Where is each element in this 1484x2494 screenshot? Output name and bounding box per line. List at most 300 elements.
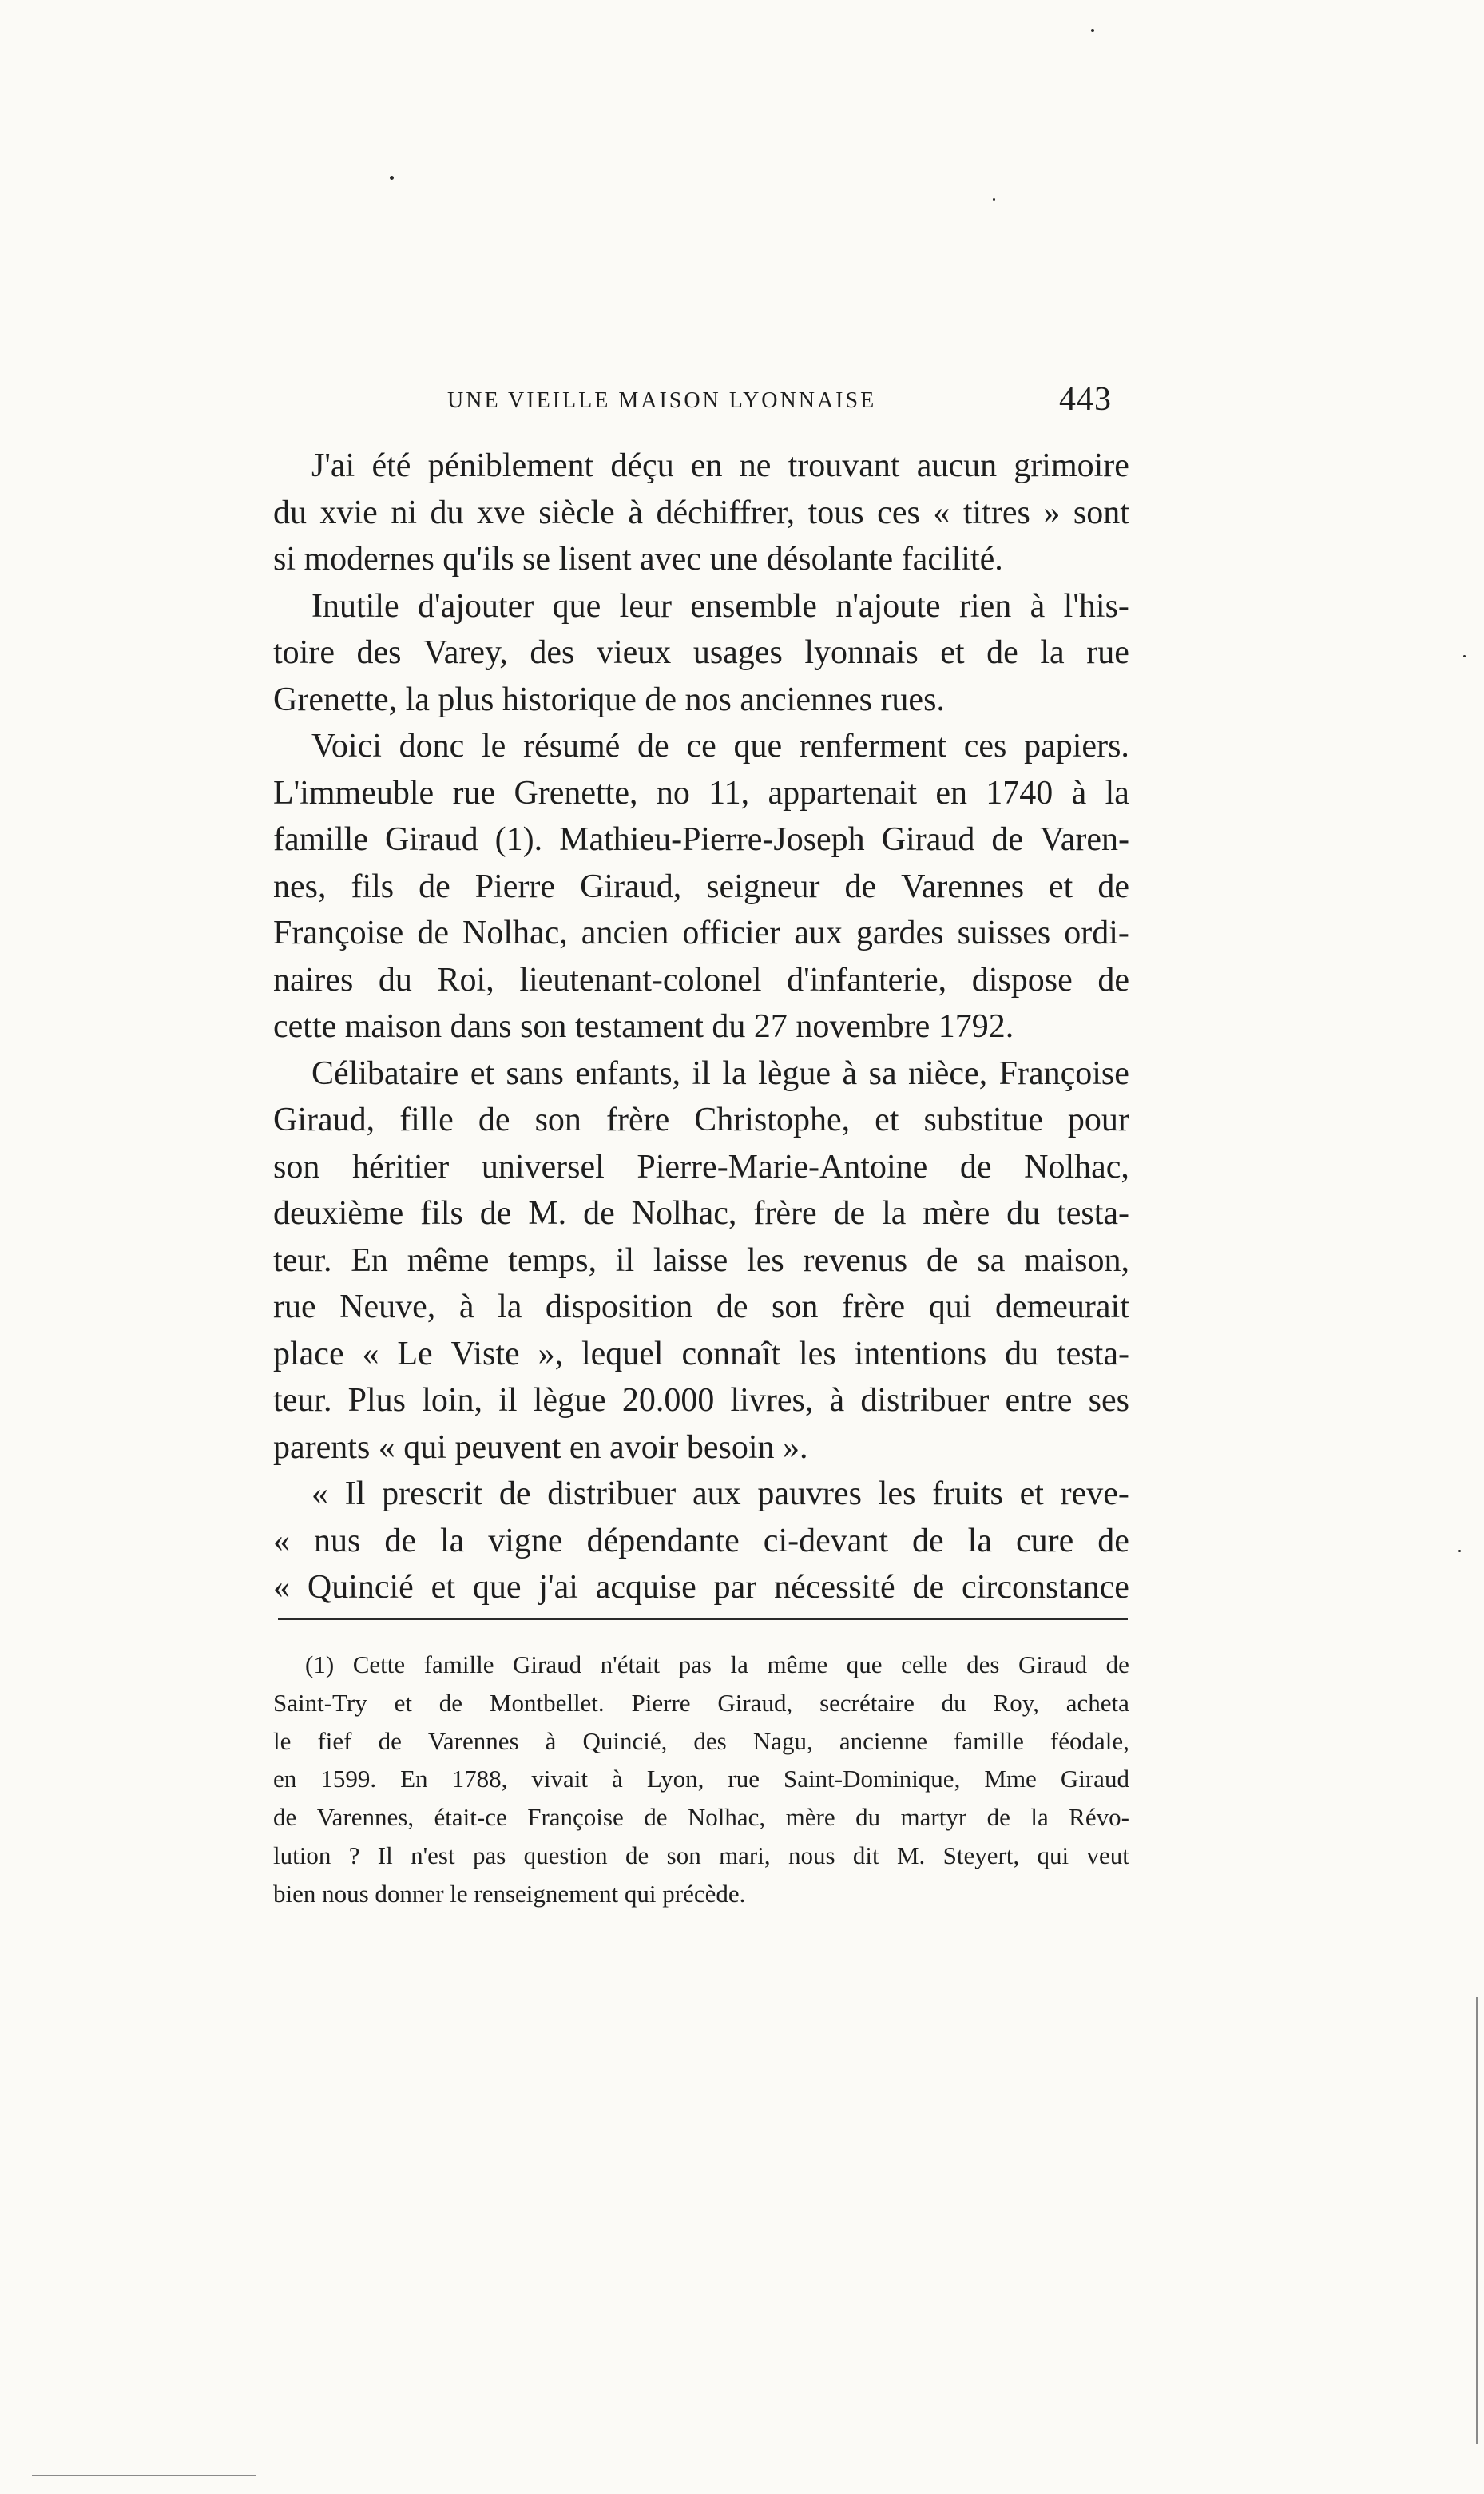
word: Varennes <box>427 1726 519 1755</box>
word: Nolhac, <box>631 1195 737 1232</box>
word: d'ajouter <box>418 587 534 625</box>
word: « <box>362 1335 379 1372</box>
word: Montbellet. <box>489 1688 605 1717</box>
word: pour <box>1067 1102 1129 1138</box>
text-line: Grenette, la plus historique de nos anciennes rues. <box>273 681 945 718</box>
word: Plus <box>347 1382 407 1419</box>
word: rue <box>452 774 496 812</box>
footnote-separator <box>278 1618 1128 1620</box>
word: distribuer <box>860 1382 990 1419</box>
word: nous <box>788 1841 835 1869</box>
word: secrétaire <box>819 1688 915 1717</box>
word: des <box>530 634 575 671</box>
word: deuxième <box>273 1195 404 1232</box>
word: de <box>912 1522 944 1559</box>
word: 1599. <box>320 1765 377 1793</box>
word: nus <box>313 1522 361 1559</box>
scan-speck <box>1458 1550 1461 1552</box>
word: grimoire <box>1014 447 1129 484</box>
word: en <box>690 447 723 484</box>
word: l'his- <box>1063 587 1129 625</box>
word: Françoise <box>273 915 404 951</box>
word: ses <box>1088 1382 1129 1419</box>
word: pas <box>472 1841 506 1869</box>
text-line <box>273 1518 1129 1565</box>
word: renferment <box>799 728 947 764</box>
word: » <box>1043 494 1061 531</box>
word: ne <box>739 447 772 484</box>
word: acheta <box>1065 1688 1129 1717</box>
word: mère <box>923 1195 990 1232</box>
word: Grenette, <box>514 774 638 812</box>
word: fief <box>317 1726 352 1755</box>
word: ces <box>963 728 1007 764</box>
word: teur. <box>273 1241 332 1279</box>
word: son <box>666 1841 701 1869</box>
word: Françoise <box>998 1054 1129 1092</box>
word: mère <box>785 1803 835 1832</box>
text-line <box>273 1284 1129 1331</box>
word: 1788, <box>451 1765 508 1793</box>
word: M. <box>896 1841 926 1869</box>
word: par <box>713 1569 757 1606</box>
word: nes, <box>273 868 327 905</box>
word: Lyon, <box>646 1765 704 1793</box>
word: intentions <box>854 1335 987 1372</box>
word: à <box>458 1289 474 1325</box>
scan-speck <box>1463 655 1466 657</box>
word: titres <box>962 494 1030 531</box>
word: Saint-Try <box>273 1688 367 1717</box>
word: Varey, <box>423 634 508 671</box>
word: Steyert, <box>942 1841 1020 1869</box>
word: et <box>470 1054 495 1092</box>
word: que <box>733 728 783 764</box>
word: (1). <box>494 821 543 858</box>
text-line <box>273 1377 1129 1424</box>
word: veut <box>1086 1841 1129 1869</box>
word: rien <box>958 587 1012 625</box>
word: les <box>799 1335 836 1372</box>
scan-edge-mark <box>1476 1997 1478 2444</box>
word: disposition <box>545 1289 693 1325</box>
word: en <box>273 1765 297 1793</box>
text-line: parents « qui peuvent en avoir besoin ». <box>273 1428 808 1466</box>
word: nièce, <box>908 1054 988 1092</box>
word: testa- <box>1057 1335 1129 1372</box>
word: et <box>431 1569 455 1606</box>
word: appartenait <box>768 774 917 812</box>
word: Mme <box>984 1765 1037 1793</box>
scan-speck <box>390 176 394 180</box>
word: ci-devant <box>763 1522 889 1559</box>
word: du <box>1005 1335 1039 1372</box>
word: en <box>935 774 967 812</box>
word: », <box>538 1335 564 1372</box>
word: des <box>966 1650 1000 1678</box>
word: la <box>722 1054 747 1092</box>
word: famille <box>423 1650 494 1678</box>
text-line <box>273 864 1129 911</box>
word: des <box>356 634 402 671</box>
word: de <box>498 1475 531 1512</box>
word: de <box>912 1569 945 1606</box>
word: testa- <box>1057 1195 1129 1232</box>
word: frère <box>753 1195 817 1232</box>
word: et <box>394 1688 412 1717</box>
word: la <box>498 1289 522 1325</box>
text-line <box>273 1564 1129 1611</box>
word: à <box>545 1726 557 1755</box>
word: famille <box>273 821 368 858</box>
word: Quincié, <box>582 1726 668 1755</box>
word: de <box>479 1195 512 1232</box>
text-line <box>273 816 1129 864</box>
text-line: bien nous donner le renseignement qui précède. <box>273 1879 746 1908</box>
word: Roi, <box>437 961 494 999</box>
word: lieutenant-colonel <box>519 961 762 999</box>
word: Cette <box>352 1650 406 1678</box>
text-line <box>273 1097 1129 1144</box>
word: rue <box>1086 634 1129 671</box>
word: dépendante <box>586 1522 740 1559</box>
text-line <box>273 1050 1129 1098</box>
text-line <box>273 770 1129 817</box>
word: Il <box>377 1841 393 1869</box>
word: lègue <box>758 1054 831 1092</box>
word: la <box>1105 774 1129 812</box>
word: vieux <box>596 634 672 671</box>
word: Françoise <box>527 1803 624 1832</box>
word: à <box>628 494 643 531</box>
word: de <box>583 1195 615 1232</box>
word: été <box>371 447 411 484</box>
text-line <box>273 1190 1129 1237</box>
word: ancien <box>581 915 669 951</box>
word: déçu <box>610 447 674 484</box>
word: du <box>855 1803 881 1832</box>
text-line <box>273 1331 1129 1378</box>
word: la <box>439 1522 465 1559</box>
word: et <box>940 634 965 671</box>
word: fils <box>351 868 395 905</box>
word: était-ce <box>434 1803 507 1832</box>
word: ensemble <box>690 587 817 625</box>
page-header <box>447 380 1112 428</box>
word: Roy, <box>993 1688 1039 1717</box>
word: de <box>716 1289 748 1325</box>
word: son <box>772 1289 819 1325</box>
word: Varennes, <box>316 1803 415 1832</box>
word: dispose <box>971 961 1073 999</box>
word: « <box>311 1475 328 1512</box>
word: de <box>419 868 450 905</box>
word: revenus <box>803 1241 908 1279</box>
word: mari, <box>719 1841 771 1869</box>
word: et <box>875 1102 899 1138</box>
word: Nolhac, <box>1024 1148 1129 1185</box>
word: de <box>478 1102 510 1138</box>
main-text <box>273 443 1129 1611</box>
word: Quincié <box>307 1569 414 1606</box>
word: entre <box>1005 1382 1073 1419</box>
word: Inutile <box>311 587 399 625</box>
word: Nagu, <box>752 1726 813 1755</box>
word: papiers. <box>1024 728 1129 764</box>
word: officier <box>682 915 781 951</box>
word: Giraud, <box>580 868 682 905</box>
word: lyonnais <box>804 634 919 671</box>
text-line <box>273 1722 1129 1761</box>
word: j'ai <box>538 1569 578 1606</box>
word: de <box>1097 1522 1129 1559</box>
word: En <box>400 1765 428 1793</box>
word: et <box>1049 868 1073 905</box>
word: L'immeuble <box>273 774 434 812</box>
word: de <box>926 1241 958 1279</box>
word: Giraud, <box>717 1688 793 1717</box>
word: aucun <box>916 447 998 484</box>
text-line <box>273 583 1129 630</box>
word: « <box>273 1522 290 1559</box>
word: J'ai <box>311 447 355 484</box>
word: no <box>656 774 690 812</box>
word: fils <box>420 1195 463 1232</box>
word: (1) <box>305 1650 335 1678</box>
word: usages <box>692 634 783 671</box>
word: n'était <box>600 1650 661 1678</box>
text-line: cette maison dans son testament du 27 novembre 1792. <box>273 1008 1014 1045</box>
text-line <box>273 957 1129 1004</box>
word: Giraud <box>1060 1765 1129 1793</box>
word: Saint-Dominique, <box>784 1765 961 1793</box>
text-line <box>273 1237 1129 1285</box>
word: Mathieu-Pierre-Joseph <box>559 821 865 858</box>
word: Giraud, <box>273 1102 375 1138</box>
word: distribuer <box>547 1475 677 1512</box>
word: naires <box>273 961 354 999</box>
word: héritier <box>351 1148 450 1185</box>
word: il <box>615 1241 635 1279</box>
word: vigne <box>488 1522 563 1559</box>
word: nécessité <box>774 1569 895 1606</box>
word: M. <box>528 1195 567 1232</box>
word: acquise <box>595 1569 696 1606</box>
word: sans <box>506 1054 564 1092</box>
word: circonstance <box>962 1569 1129 1606</box>
word: de <box>644 1803 668 1832</box>
word: de <box>384 1522 416 1559</box>
word: 11, <box>708 774 750 812</box>
word: les <box>878 1475 916 1512</box>
word: toire <box>273 634 335 671</box>
word: substitue <box>923 1102 1043 1138</box>
word: xve <box>477 494 526 531</box>
word: « <box>933 494 950 531</box>
word: fruits <box>932 1475 1003 1512</box>
word: lution <box>273 1841 331 1869</box>
word: Nolhac, <box>462 915 568 951</box>
word: du <box>1006 1195 1041 1232</box>
scan-edge-mark <box>32 2475 256 2476</box>
word: temps, <box>508 1241 597 1279</box>
word: dit <box>852 1841 879 1869</box>
word: même <box>407 1241 490 1279</box>
word: siècle <box>538 494 615 531</box>
word: péniblement <box>427 447 594 484</box>
word: prescrit <box>382 1475 483 1512</box>
word: résumé <box>523 728 621 764</box>
word: la <box>730 1650 748 1678</box>
word: le <box>482 728 506 764</box>
word: de <box>378 1726 402 1755</box>
word: Varennes <box>901 868 1025 905</box>
word: à <box>829 1382 845 1419</box>
word: loin, <box>422 1382 483 1419</box>
word: reve- <box>1060 1475 1129 1512</box>
word: famille <box>954 1726 1024 1755</box>
word: celle <box>901 1650 948 1678</box>
word: Pierre-Marie-Antoine <box>637 1148 928 1185</box>
word: Révo- <box>1069 1803 1129 1832</box>
word: de <box>833 1195 866 1232</box>
word: de <box>986 634 1018 671</box>
word: de <box>273 1803 297 1832</box>
scan-speck <box>1091 29 1094 32</box>
word: pas <box>678 1650 712 1678</box>
word: que <box>552 587 601 625</box>
word: de <box>637 728 669 764</box>
word: xvie <box>319 494 378 531</box>
word: la <box>967 1522 992 1559</box>
word: sa <box>868 1054 897 1092</box>
word: Viste <box>450 1335 520 1372</box>
word: fille <box>399 1102 454 1138</box>
text-line: si modernes qu'ils se lisent avec une désolante facilité. <box>273 541 1003 578</box>
word: connaît <box>681 1335 781 1372</box>
word: sa <box>977 1241 1006 1279</box>
word: gardes <box>855 915 944 951</box>
word: ces <box>877 494 920 531</box>
word: trouvant <box>788 447 900 484</box>
word: ancienne <box>839 1726 927 1755</box>
word: Nolhac, <box>687 1803 766 1832</box>
text-line <box>273 1760 1129 1798</box>
word: seigneur <box>706 868 820 905</box>
word: cure <box>1015 1522 1074 1559</box>
text-line <box>273 1684 1129 1722</box>
text-line <box>273 723 1129 770</box>
word: frère <box>841 1289 906 1325</box>
text-line <box>273 443 1129 490</box>
word: de <box>1105 1650 1129 1678</box>
word: suisses <box>957 915 1051 951</box>
word: rue <box>273 1289 316 1325</box>
word: Giraud <box>513 1650 582 1678</box>
word: tous <box>807 494 864 531</box>
word: En <box>351 1241 388 1279</box>
word: de <box>1097 868 1129 905</box>
word: ni <box>391 494 418 531</box>
word: que <box>846 1650 883 1678</box>
word: féodale, <box>1050 1726 1129 1755</box>
word: frère <box>605 1102 670 1138</box>
text-line <box>273 1471 1129 1518</box>
word: ce <box>686 728 716 764</box>
text-line <box>273 490 1129 537</box>
word: n'est <box>411 1841 455 1869</box>
word: le <box>273 1726 292 1755</box>
word: laisse <box>653 1241 728 1279</box>
word: de <box>417 915 449 951</box>
word: sont <box>1073 494 1129 531</box>
running-title: UNE VIEILLE MAISON LYONNAISE <box>447 388 877 413</box>
word: teur. <box>273 1382 332 1419</box>
text-line <box>273 1837 1129 1875</box>
word: Pierre <box>631 1688 691 1717</box>
word: Giraud <box>384 821 478 858</box>
word: universel <box>481 1148 605 1185</box>
text-line <box>273 910 1129 957</box>
word: pauvres <box>757 1475 863 1512</box>
word: Giraud <box>881 821 975 858</box>
word: 20.000 <box>621 1382 715 1419</box>
word: des <box>693 1726 727 1755</box>
word: de <box>1097 961 1129 999</box>
text-line <box>273 1144 1129 1191</box>
word: que <box>472 1569 522 1606</box>
word: Pierre <box>474 868 556 905</box>
word: question <box>523 1841 608 1869</box>
word: du <box>273 494 307 531</box>
word: aux <box>794 915 843 951</box>
word: à <box>1030 587 1046 625</box>
word: son <box>534 1102 581 1138</box>
word: Il <box>344 1475 366 1512</box>
word: qui <box>928 1289 972 1325</box>
word: et <box>1019 1475 1044 1512</box>
word: n'ajoute <box>835 587 941 625</box>
word: martyr <box>900 1803 967 1832</box>
word: demeurait <box>994 1289 1129 1325</box>
word: livres, <box>730 1382 814 1419</box>
word: la <box>882 1195 907 1232</box>
word: du <box>941 1688 966 1717</box>
word: aux <box>692 1475 741 1512</box>
word: à <box>842 1054 858 1092</box>
word: il <box>498 1382 518 1419</box>
page-number: 443 <box>1059 381 1112 418</box>
text-line <box>273 1798 1129 1837</box>
text-line <box>273 1646 1129 1684</box>
word: « <box>273 1569 290 1606</box>
word: son <box>273 1148 320 1185</box>
word: Neuve, <box>339 1289 436 1325</box>
word: d'infanterie, <box>787 961 947 999</box>
word: la <box>1040 634 1065 671</box>
word: enfants, <box>575 1054 681 1092</box>
word: de <box>986 1803 1010 1832</box>
word: même <box>767 1650 828 1678</box>
word: de <box>438 1688 463 1717</box>
word: Varen- <box>1040 821 1129 858</box>
word: ordi- <box>1064 915 1129 951</box>
word: les <box>747 1241 784 1279</box>
word: à <box>1071 774 1087 812</box>
word: 1740 <box>986 774 1053 812</box>
word: Voici <box>311 728 382 764</box>
word: vivait <box>531 1765 588 1793</box>
